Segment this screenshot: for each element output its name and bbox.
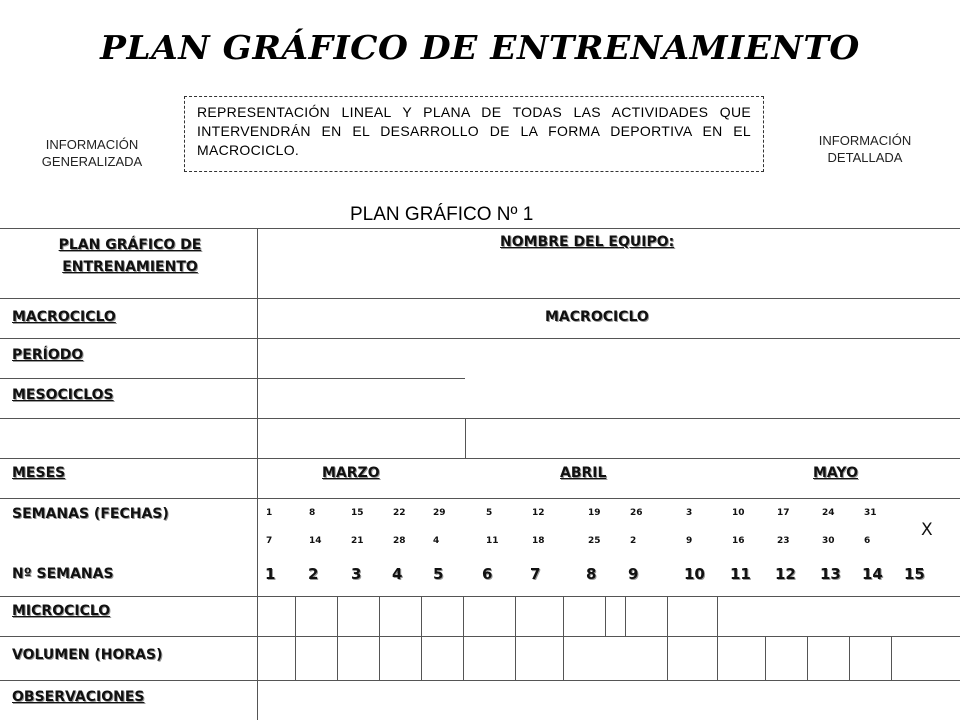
week-end-date: 4 [433,536,440,546]
week-end-date: 2 [630,536,637,546]
week-start-date: 22 [393,508,406,518]
page-title: PLAN GRÁFICO DE ENTRENAMIENTO [100,28,860,67]
row-label-volumen: VOLUMEN (HORAS) [12,647,163,663]
week-number: 13 [820,565,841,583]
week-start-date: 12 [532,508,545,518]
week-number: 11 [730,565,751,583]
row-label-mesociclos: MESOCICLOS [12,387,114,403]
week-number: 10 [684,565,705,583]
week-number: 1 [265,565,276,583]
month-label: MAYO [813,465,858,481]
week-number: 2 [308,565,319,583]
week-end-date: 11 [486,536,499,546]
week-end-date: 23 [777,536,790,546]
row-label-semanas-fechas: SEMANAS (FECHAS) [12,506,169,522]
week-end-date: 18 [532,536,545,546]
table-header-left: PLAN GRÁFICO DE ENTRENAMIENTO [58,237,202,275]
week-end-date: 21 [351,536,364,546]
extra-mark: X [921,520,933,540]
week-start-date: 31 [864,508,877,518]
week-end-date: 16 [732,536,745,546]
week-start-date: 8 [309,508,316,518]
week-number: 5 [433,565,444,583]
week-end-date: 9 [686,536,693,546]
week-end-date: 25 [588,536,601,546]
week-start-date: 10 [732,508,745,518]
week-start-date: 3 [686,508,693,518]
month-label: ABRIL [560,465,607,481]
row-label-meses: MESES [12,465,66,481]
week-start-date: 1 [266,508,273,518]
week-number: 4 [392,565,403,583]
week-number: 12 [775,565,796,583]
info-generalizada-label: INFORMACIÓN GENERALIZADA [41,137,143,169]
week-number: 7 [530,565,541,583]
week-end-date: 6 [864,536,871,546]
week-start-date: 26 [630,508,643,518]
row-label-macrociclo: MACROCICLO [12,309,116,325]
week-end-date: 28 [393,536,406,546]
plan-label: PLAN GRÁFICO Nº 1 [350,204,534,225]
week-start-date: 24 [822,508,835,518]
row-label-observaciones: OBSERVACIONES [12,689,145,705]
week-start-date: 19 [588,508,601,518]
row-label-n-semanas: Nº SEMANAS [12,566,114,582]
week-start-date: 17 [777,508,790,518]
week-number: 3 [351,565,362,583]
week-end-date: 7 [266,536,273,546]
row-label-microciclo: MICROCICLO [12,603,111,619]
week-end-date: 14 [309,536,322,546]
week-start-date: 15 [351,508,364,518]
week-number: 15 [904,565,925,583]
week-number: 6 [482,565,493,583]
week-start-date: 29 [433,508,446,518]
week-number: 14 [862,565,883,583]
team-name-label: NOMBRE DEL EQUIPO: [500,234,675,250]
info-detallada-label: INFORMACIÓN DETALLADA [818,133,912,165]
macrociclo-value: MACROCICLO [545,309,649,325]
row-label-periodo: PERÍODO [12,347,84,363]
week-number: 9 [628,565,639,583]
description-box: REPRESENTACIÓN LINEAL Y PLANA DE TODAS LAS ACTIVIDADES QUE INTERVENDRÁN EN EL DESARROLLO DE LA FORMA DEPORTIVA EN EL MACROCICLO. [184,96,764,172]
week-end-date: 30 [822,536,835,546]
week-number: 8 [586,565,597,583]
month-label: MARZO [322,465,380,481]
week-start-date: 5 [486,508,493,518]
